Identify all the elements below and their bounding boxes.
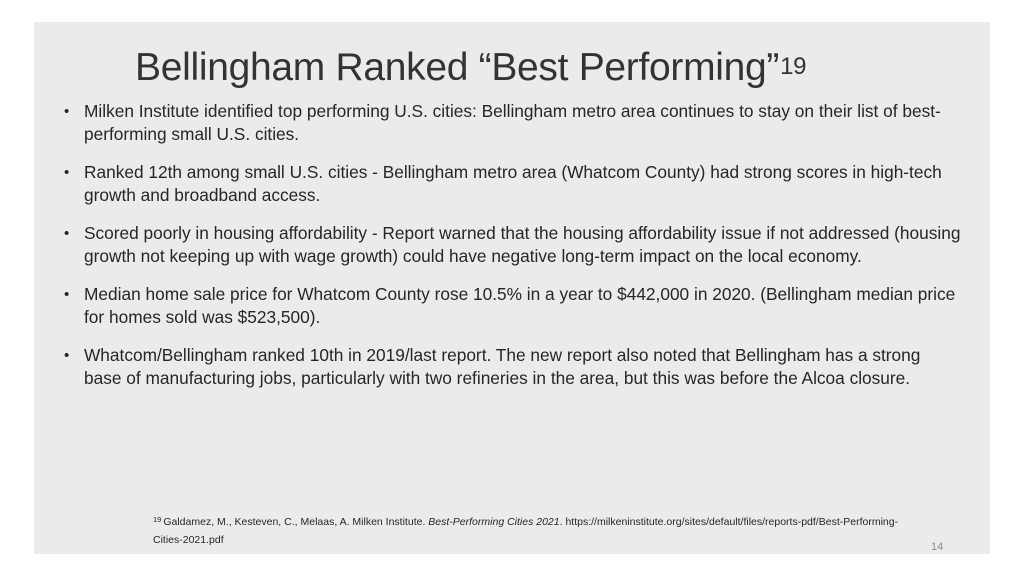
bullet-icon: •	[64, 103, 70, 120]
bullet-text: Milken Institute identified top performing U.S. cities: Bellingham metro area continues to stay on their list of best-performing small U.S. cities.	[84, 101, 941, 144]
slide-title-text: Bellingham Ranked “Best Performing”	[135, 46, 780, 89]
bullet-text: Whatcom/Bellingham ranked 10th in 2019/last report. The new report also noted that Bellingham has a strong base of manufacturing jobs, particularly with two refineries in the area, but this was before the Alcoa closure.	[84, 345, 921, 388]
bullet-item	[62, 222, 962, 268]
bullet-item	[62, 161, 962, 207]
bullet-icon: •	[64, 347, 70, 364]
footnote	[153, 513, 903, 549]
footnote-number: 19	[153, 515, 162, 524]
footnote-url: . https://milkeninstitute.org/sites/default/files/reports-pdf/Best-Performing-Cities-2021.pdf	[153, 516, 899, 546]
bullet-icon: •	[64, 164, 70, 181]
bullet-icon: •	[64, 286, 70, 303]
footnote-authors: Galdamez, M., Kesteven, C., Melaas, A. Milken Institute.	[163, 516, 429, 528]
bullet-icon: •	[64, 225, 70, 242]
title-footnote-ref: 19	[780, 53, 807, 80]
slide-title	[135, 44, 806, 97]
footnote-work-title: Best-Performing Cities 2021	[428, 516, 560, 528]
bullet-item	[62, 344, 962, 390]
bullet-text: Ranked 12th among small U.S. cities - Bellingham metro area (Whatcom County) had strong scores in high-tech growth and broadband access.	[84, 162, 942, 205]
bullet-item	[62, 283, 962, 329]
bullet-item	[62, 100, 962, 146]
bullet-text: Median home sale price for Whatcom County rose 10.5% in a year to $442,000 in 2020. (Bellingham median price for homes sold was $523,500).	[84, 284, 956, 327]
page-number: 14	[931, 541, 944, 553]
bullet-list	[62, 100, 962, 405]
bullet-text: Scored poorly in housing affordability - Report warned that the housing affordability issue if not addressed (housing growth not keeping up with wage growth) could have negative long-term impact on the local economy.	[84, 223, 961, 266]
